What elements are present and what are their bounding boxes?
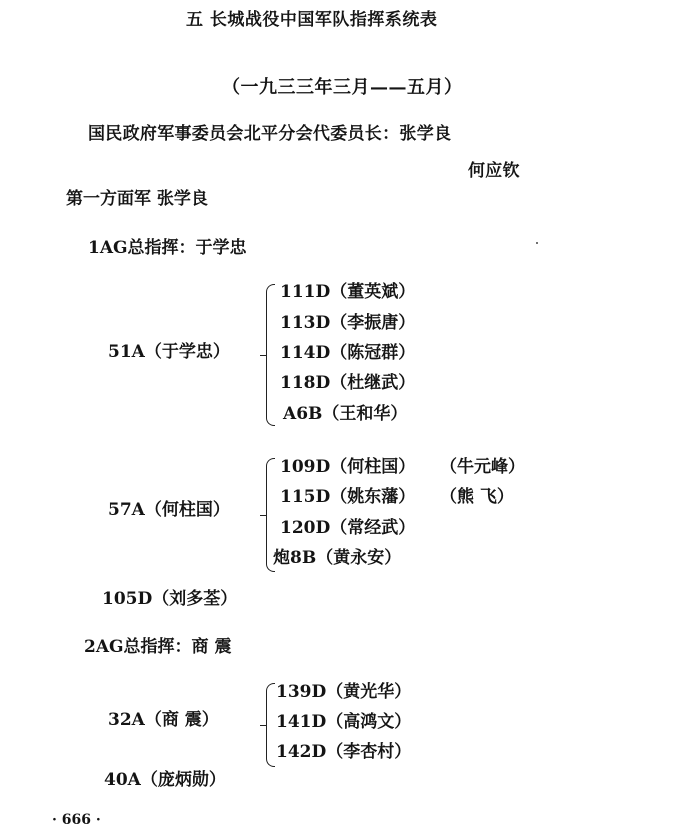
unit-115d-note: （熊 飞） xyxy=(440,487,514,507)
unit-142d: 142D（李杏村） xyxy=(276,742,412,762)
army-51-bracket xyxy=(266,284,275,426)
unit-113d: 113D（李振唐） xyxy=(280,313,416,333)
unit-114d: 114D（陈冠群） xyxy=(280,343,416,363)
unit-118d: 118D（杜继武） xyxy=(280,373,416,393)
scan-speck xyxy=(536,242,538,244)
unit-109d-note: （牛元峰） xyxy=(440,457,525,477)
ag2-heading: 2AG总指挥：商 震 xyxy=(84,637,232,657)
army-group-heading: 第一方面军 张学良 xyxy=(66,189,208,209)
army-32-label: 32A（商 震） xyxy=(108,710,219,730)
commander-line: 国民政府军事委员会北平分会代委员长：张学良 xyxy=(88,124,452,144)
unit-139d: 139D（黄光华） xyxy=(276,682,412,702)
document-title: 五 长城战役中国军队指挥系统表 xyxy=(186,10,438,30)
unit-141d: 141D（高鸿文） xyxy=(276,712,412,732)
commander-second-name: 何应钦 xyxy=(468,161,520,181)
army-32-bracket xyxy=(266,683,275,767)
date-range-subtitle: （一九三三年三月——五月） xyxy=(222,77,463,98)
ag1-heading: 1AG总指挥：于学忠 xyxy=(88,238,247,258)
division-105d: 105D（刘多荃） xyxy=(102,589,238,609)
page-number: · 666 · xyxy=(52,812,101,828)
army-51-label: 51A（于学忠） xyxy=(108,342,230,362)
unit-120d: 120D（常经武） xyxy=(280,518,416,538)
unit-111d: 111D（董英斌） xyxy=(280,282,416,302)
unit-109d: 109D（何柱国） xyxy=(280,457,416,477)
unit-115d: 115D（姚东藩） xyxy=(280,487,416,507)
unit-artillery-8b: 炮8B（黄永安） xyxy=(273,548,402,568)
army-57-label: 57A（何柱国） xyxy=(108,500,230,520)
army-40: 40A（庞炳勋） xyxy=(104,770,226,790)
unit-a6b: A6B（王和华） xyxy=(283,404,408,424)
